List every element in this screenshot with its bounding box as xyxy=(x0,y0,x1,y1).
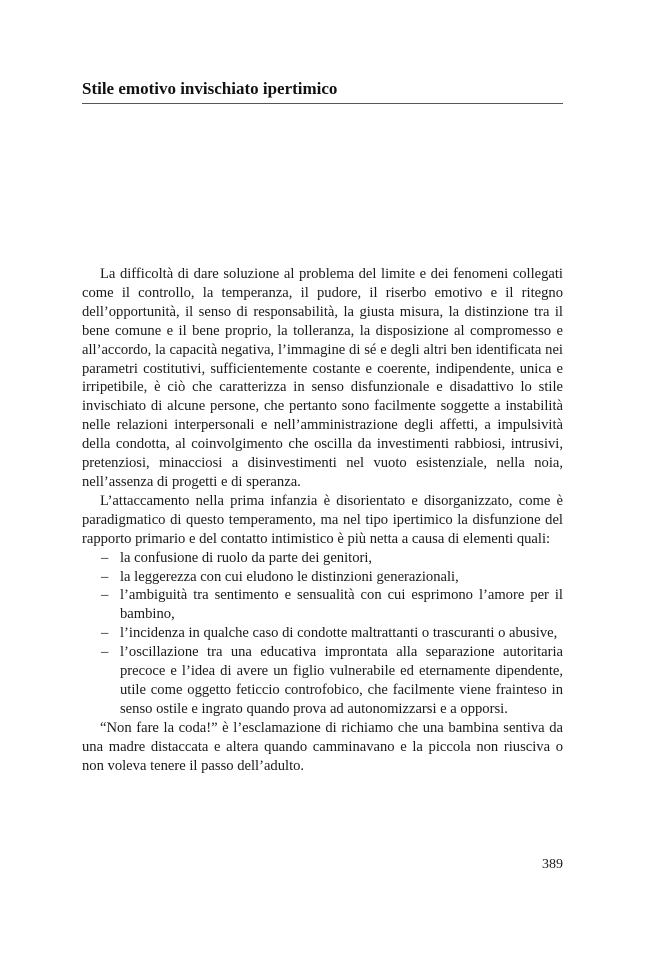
list-item xyxy=(82,549,563,568)
list-item-text: la confusione di ruolo da parte dei genitori, xyxy=(120,549,373,566)
list-item xyxy=(82,568,563,587)
list-item xyxy=(82,624,563,643)
bullet-list xyxy=(82,549,563,719)
dash-marker: – xyxy=(101,568,109,585)
section-heading: Stile emotivo invischiato ipertimico xyxy=(82,79,338,98)
list-item-text: l’oscillazione tra una educativa improntata alla separazione autoritaria precoce e l’idea di avere un figlio vulnerabile ed eternamente dipendente, utile come oggetto feticcio controfobico, che facilmente viene frainteso in senso ostile e ingrato quando prova ad autonomizzarsi e a opporsi. xyxy=(120,644,563,717)
dash-marker: – xyxy=(101,644,109,661)
heading-underline xyxy=(82,103,563,104)
list-item-text: la leggerezza con cui eludono le distinzioni generazionali, xyxy=(120,568,459,585)
dash-marker: – xyxy=(101,587,109,604)
list-item-text: l’incidenza in qualche caso di condotte maltrattanti o trascuranti o abusive, xyxy=(120,625,558,642)
list-item-text: l’ambiguità tra sentimento e sensualità con cui esprimono l’amore per il bambino, xyxy=(120,587,563,623)
page-number: 389 xyxy=(542,857,563,872)
paragraph-2: L’attaccamento nella prima infanzia è disorientato e disorganizzato, come è paradigmatico di questo temperamento, ma nel tipo ipertimico la disfunzione del rapporto primario e del contatto intimistico è più netta a causa di elementi quali: xyxy=(82,492,563,547)
paragraph-1: La difficoltà di dare soluzione al problema del limite e dei fenomeni collegati come il controllo, la temperanza, il pudore, il riserbo emotivo e il ritegno dell’opportunità, il senso di responsabilità, la giusta misura, la distinzione tra il bene comune e il bene proprio, la tolleranza, la disposizione al compromesso e all’accordo, la capacità negativa, l’immagine di sé e degli altri ben identificata nei parametri costitutivi, sufficientemente costante e coerente, indipendente, unica e irripetibile, è ciò che caratterizza in senso disfunzionale e disadattivo lo stile invischiato di alcune persone, che pertanto sono facilmente soggette a instabilità nelle relazioni interpersonali e nell’amministrazione degli affetti, a impulsività della condotta, al coinvolgimento che oscilla da investimenti rabbiosi, intrusivi, pretenziosi, minacciosi a disinvestimenti nel vuoto esistenziale, nella noia, nell’assenza di progetti e di speranza. xyxy=(82,266,563,490)
list-item xyxy=(82,643,563,719)
dash-marker: – xyxy=(101,549,109,566)
list-item xyxy=(82,586,563,624)
dash-marker: – xyxy=(101,625,109,642)
body-text xyxy=(82,265,563,775)
paragraph-3: “Non fare la coda!” è l’esclamazione di richiamo che una bambina sentiva da una madre distaccata e altera quando camminavano e la piccola non riusciva o non voleva tenere il passo dell’adulto. xyxy=(82,719,563,774)
